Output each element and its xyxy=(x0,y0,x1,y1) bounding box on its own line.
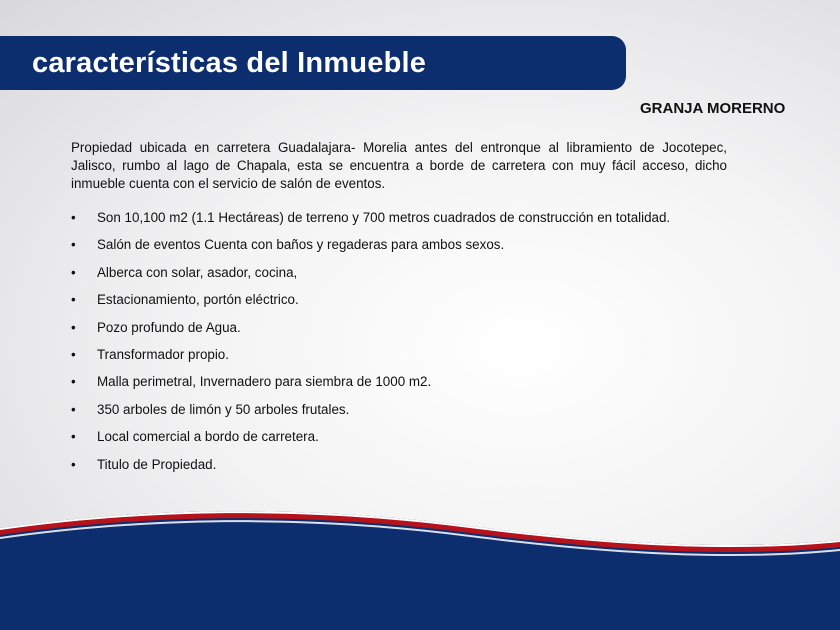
bullet-icon: • xyxy=(71,237,76,253)
list-item xyxy=(71,427,771,454)
list-item-text: Salón de eventos Cuenta con baños y regaderas para ambos sexos. xyxy=(97,237,505,253)
list-item xyxy=(71,318,771,345)
list-item xyxy=(71,372,771,399)
slide-title: características del Inmueble xyxy=(32,46,427,79)
footer-wave xyxy=(0,500,840,630)
list-item xyxy=(71,290,771,317)
intro-paragraph: Propiedad ubicada en carretera Guadalajara- Morelia antes del entronque al libramiento de Jocotepec, Jalisco, rumbo al lago de Chapala, esta se encuentra a borde de carretera con muy fácil acceso, dicho inmueble cuenta con el servicio de salón de eventos. xyxy=(71,140,727,191)
list-item xyxy=(71,455,771,482)
bullet-icon: • xyxy=(71,456,76,472)
bullet-icon: • xyxy=(71,319,76,335)
list-item xyxy=(71,235,771,262)
title-banner xyxy=(0,36,626,90)
bullet-icon: • xyxy=(71,429,76,445)
list-item-text: Pozo profundo de Agua. xyxy=(97,319,241,335)
features-list xyxy=(71,208,771,482)
property-name xyxy=(0,100,798,117)
wave-navy-band xyxy=(0,511,840,630)
list-item-text: Titulo de Propiedad. xyxy=(97,456,217,472)
bullet-icon: • xyxy=(71,210,76,225)
bullet-icon: • xyxy=(71,401,76,417)
bullet-icon: • xyxy=(71,374,76,390)
list-item-text: Son 10,100 m2 (1.1 Hectáreas) de terreno y 700 metros cuadrados de construcción en totalidad. xyxy=(97,210,671,225)
list-item-text: Transformador propio. xyxy=(97,346,229,362)
list-item-text: 350 arboles de limón y 50 arboles frutales. xyxy=(97,401,350,417)
bullet-icon: • xyxy=(71,346,76,362)
property-name-text: GRANJA MORERNO xyxy=(640,100,786,117)
list-item xyxy=(71,263,771,290)
list-item-text: Malla perimetral, Invernadero para siembra de 1000 m2. xyxy=(97,374,432,390)
list-item xyxy=(71,400,771,427)
list-item xyxy=(71,208,771,235)
list-item xyxy=(71,345,771,372)
bullet-icon: • xyxy=(71,292,76,308)
bullet-icon: • xyxy=(71,264,76,280)
list-item-text: Local comercial a bordo de carretera. xyxy=(97,429,319,445)
list-item-text: Estacionamiento, portón eléctrico. xyxy=(97,292,299,308)
list-item-text: Alberca con solar, asador, cocina, xyxy=(97,264,298,280)
